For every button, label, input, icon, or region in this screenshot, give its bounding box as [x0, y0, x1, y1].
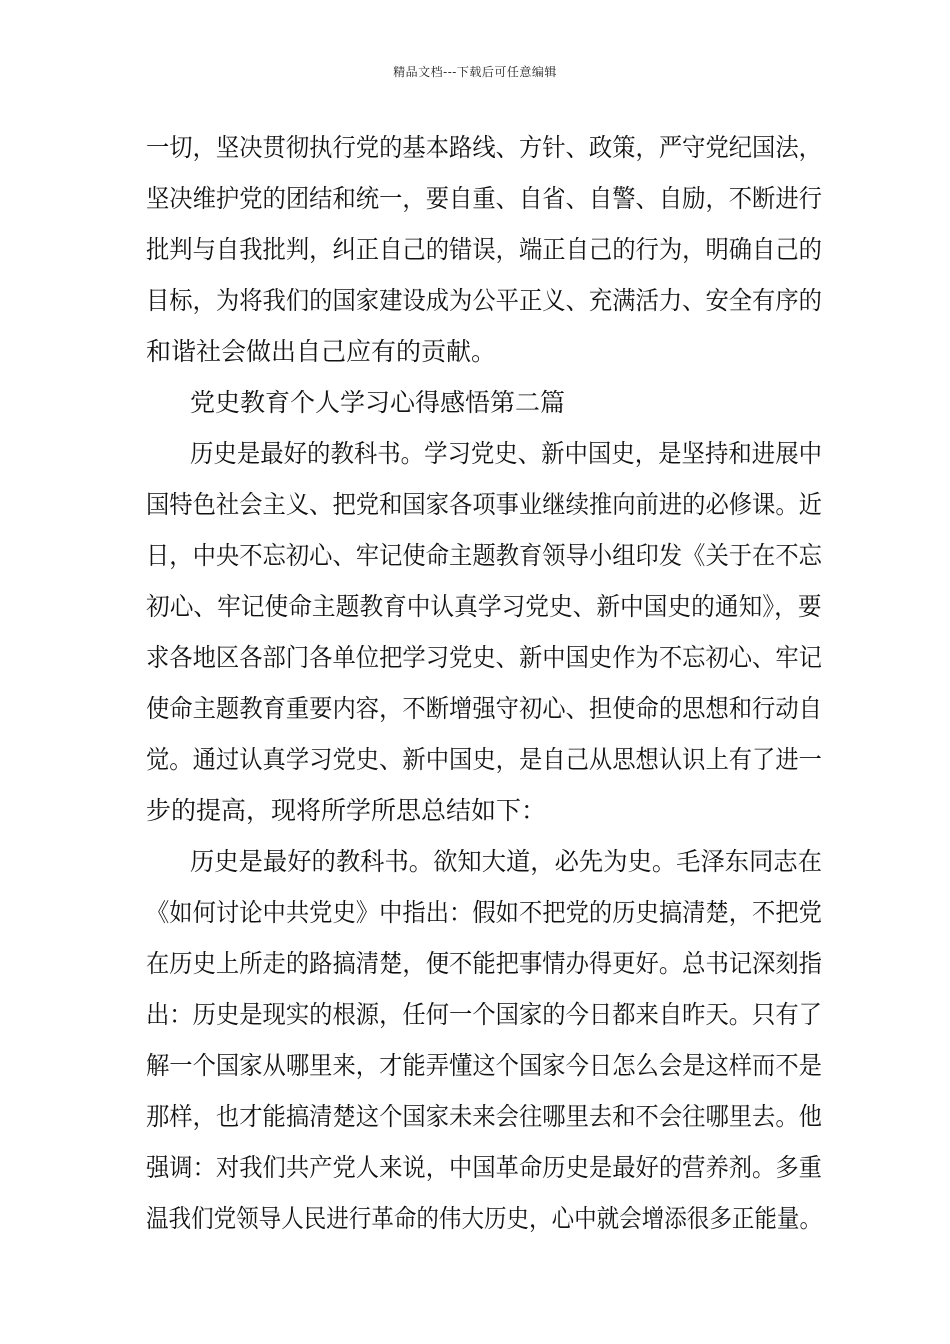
body-line: 国特色社会主义、把党和国家各项事业继续推向前进的必修课。近 [146, 490, 823, 519]
paragraph-first-line: 历史是最好的教科书。学习党史、新中国史，是坚持和进展中 [190, 439, 823, 468]
body-line: 和谐社会做出自己应有的贡献。 [146, 337, 497, 366]
running-header: 精品文档---下载后可任意编辑 [393, 65, 557, 79]
body-line: 步的提高，现将所学所思总结如下： [146, 796, 547, 825]
body-line: 温我们党领导人民进行革命的伟大历史，心中就会增添很多正能量。 [146, 1204, 822, 1233]
body-line: 觉。通过认真学习党史、新中国史，是自己从思想认识上有了进一 [146, 745, 823, 774]
body-line: 求各地区各部门各单位把学习党史、新中国史作为不忘初心、牢记 [146, 643, 823, 672]
body-line: 坚决维护党的团结和统一，要自重、自省、自警、自励，不断进行 [146, 184, 823, 213]
body-line: 初心、牢记使命主题教育中认真学习党史、新中国史的通知》，要 [146, 592, 822, 621]
body-line: 那样，也才能搞清楚这个国家未来会往哪里去和不会往哪里去。他 [146, 1102, 823, 1131]
body-line: 日，中央不忘初心、牢记使命主题教育领导小组印发《关于在不忘 [146, 541, 823, 570]
body-line: 强调：对我们共产党人来说，中国革命历史是最好的营养剂。多重 [146, 1153, 823, 1182]
body-line: 解一个国家从哪里来，才能弄懂这个国家今日怎么会是这样而不是 [146, 1051, 823, 1080]
body-line: 出：历史是现实的根源，任何一个国家的今日都来自昨天。只有了 [146, 1000, 823, 1029]
body-line: 在历史上所走的路搞清楚，便不能把事情办得更好。总书记深刻指 [146, 949, 823, 978]
section-heading: 党史教育个人学习心得感悟第二篇 [190, 388, 566, 417]
body-line: 批判与自我批判，纠正自己的错误，端正自己的行为，明确自己的 [146, 235, 823, 264]
body-line: 使命主题教育重要内容，不断增强守初心、担使命的思想和行动自 [146, 694, 823, 723]
body-line: 目标，为将我们的国家建设成为公平正义、充满活力、安全有序的 [146, 286, 823, 315]
body-line: 一切，坚决贯彻执行党的基本路线、方针、政策，严守党纪国法， [146, 133, 823, 162]
body-line: 《如何讨论中共党史》中指出：假如不把党的历史搞清楚，不把党 [146, 898, 823, 927]
paragraph-first-line: 历史是最好的教科书。欲知大道，必先为史。毛泽东同志在 [190, 847, 823, 876]
